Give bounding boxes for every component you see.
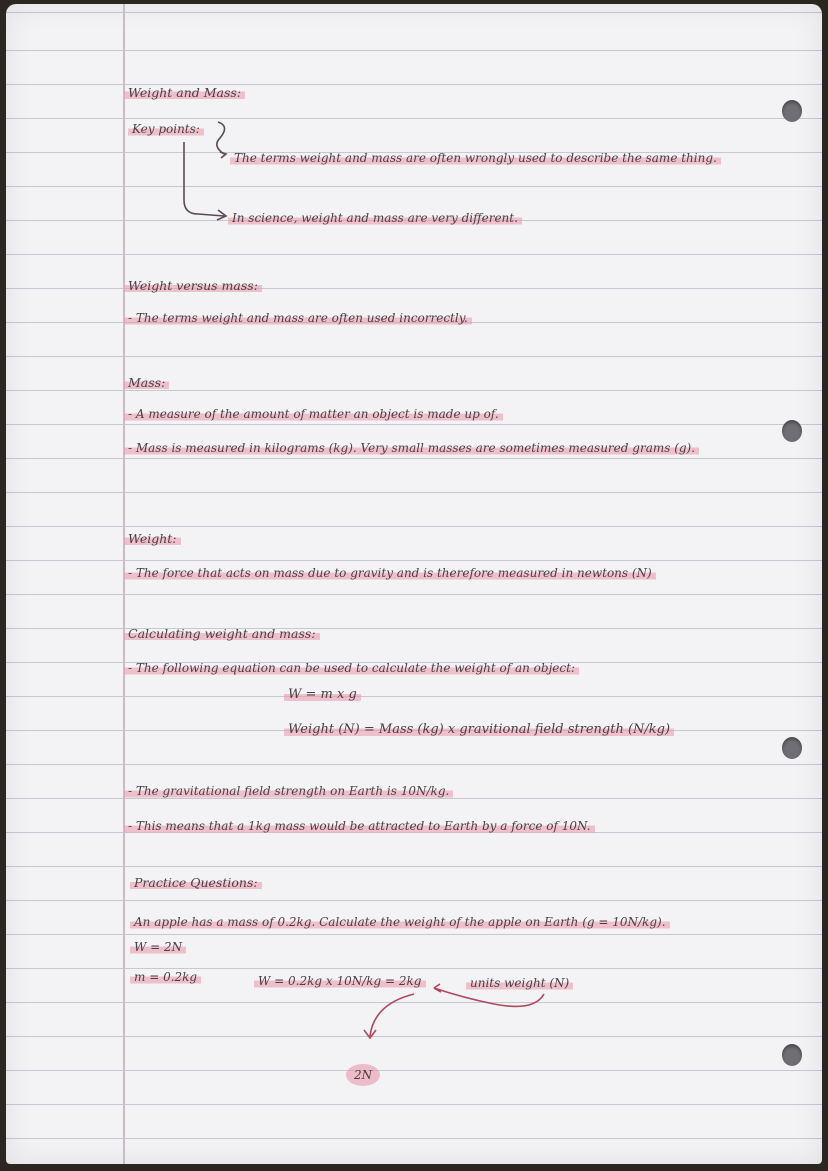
key-point-2: In science, weight and mass are very different. bbox=[228, 211, 522, 225]
curved-arrow bbox=[370, 994, 414, 1036]
title-practice-questions: Practice Questions: bbox=[130, 876, 262, 890]
weight-vs-mass-point: - The terms weight and mass are often used incorrectly. bbox=[124, 311, 472, 325]
given-m: m = 0.2kg bbox=[130, 970, 201, 984]
weight-point-1: - The force that acts on mass due to gravity and is therefore measured in newtons (N) bbox=[124, 566, 656, 580]
key-points-label: Key points: bbox=[128, 122, 204, 136]
curved-arrow bbox=[434, 988, 544, 1006]
notebook-page bbox=[6, 4, 822, 1164]
gfs-point-1: - The gravitational field strength on Earth is 10N/kg. bbox=[124, 784, 453, 798]
title-weight-versus-mass: Weight versus mass: bbox=[124, 279, 262, 293]
mass-point-1: - A measure of the amount of matter an object is made up of. bbox=[124, 407, 503, 421]
equation-long: Weight (N) = Mass (kg) x gravitional field strength (N/kg) bbox=[284, 723, 674, 737]
arrow-head bbox=[220, 152, 226, 158]
title-weight-and-mass: Weight and Mass: bbox=[124, 86, 245, 100]
title-weight: Weight: bbox=[124, 532, 181, 546]
practice-question: An apple has a mass of 0.2kg. Calculate the weight of the apple on Earth (g = 10N/kg). bbox=[130, 915, 670, 929]
key-point-1: The terms weight and mass are often wrongly used to describe the same thing. bbox=[230, 151, 721, 165]
mass-point-2: - Mass is measured in kilograms (kg). Very small masses are sometimes measured grams (g). bbox=[124, 441, 699, 455]
arrow-head bbox=[434, 984, 441, 992]
calc-point-1: - The following equation can be used to calculate the weight of an object: bbox=[124, 661, 579, 675]
answer-w: W = 2N bbox=[130, 940, 186, 954]
title-mass: Mass: bbox=[124, 376, 169, 390]
gfs-point-2: - This means that a 1kg mass would be attracted to Earth by a force of 10N. bbox=[124, 819, 595, 833]
title-calculating: Calculating weight and mass: bbox=[124, 627, 320, 641]
final-answer: 2N bbox=[346, 1064, 380, 1086]
unit-note: units weight (N) bbox=[466, 976, 573, 990]
brace-arrow bbox=[217, 122, 225, 154]
hand-drawn-arrows bbox=[6, 4, 822, 1164]
down-arrow bbox=[184, 142, 224, 216]
equation-short: W = m x g bbox=[284, 688, 361, 702]
calc-working: W = 0.2kg x 10N/kg = 2kg bbox=[254, 974, 426, 988]
